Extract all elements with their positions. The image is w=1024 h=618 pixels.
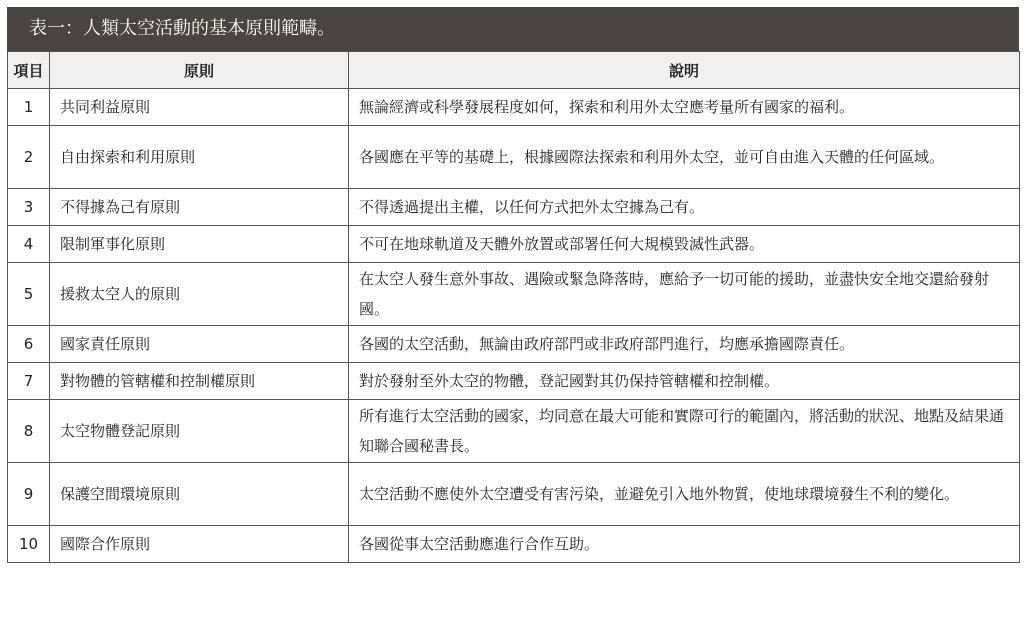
- row-number: 7: [8, 363, 50, 400]
- table-row: [8, 526, 1020, 563]
- table-header-row: [8, 52, 1020, 89]
- header-item: 項目: [8, 52, 50, 89]
- row-description: 太空活動不應使外太空遭受有害污染，並避免引入地外物質，使地球環境發生不利的變化。: [349, 463, 1020, 526]
- row-principle: 保護空間環境原則: [50, 463, 349, 526]
- row-principle: 對物體的管轄權和控制權原則: [50, 363, 349, 400]
- row-number: 5: [8, 263, 50, 326]
- row-principle: 限制軍事化原則: [50, 226, 349, 263]
- table-row: [8, 89, 1020, 126]
- row-principle: 國際合作原則: [50, 526, 349, 563]
- row-principle: 不得據為己有原則: [50, 189, 349, 226]
- row-number: 10: [8, 526, 50, 563]
- row-description: 所有進行太空活動的國家，均同意在最大可能和實際可行的範圍內，將活動的狀況、地點及結果通知聯合國秘書長。: [349, 400, 1020, 463]
- row-number: 2: [8, 126, 50, 189]
- table-row: [8, 126, 1020, 189]
- row-description: 不可在地球軌道及天體外放置或部署任何大規模毀滅性武器。: [349, 226, 1020, 263]
- table-row: [8, 363, 1020, 400]
- table-row: [8, 463, 1020, 526]
- row-description: 在太空人發生意外事故、遇險或緊急降落時，應給予一切可能的援助，並盡快安全地交還給發射國。: [349, 263, 1020, 326]
- row-number: 3: [8, 189, 50, 226]
- row-number: 6: [8, 326, 50, 363]
- table-row: [8, 189, 1020, 226]
- row-description: 各國應在平等的基礎上，根據國際法探索和利用外太空，並可自由進入天體的任何區域。: [349, 126, 1020, 189]
- table-row: [8, 263, 1020, 326]
- row-description: 對於發射至外太空的物體，登記國對其仍保持管轄權和控制權。: [349, 363, 1020, 400]
- table-row: [8, 326, 1020, 363]
- header-description: 說明: [349, 52, 1020, 89]
- row-description: 不得透過提出主權，以任何方式把外太空據為己有。: [349, 189, 1020, 226]
- row-principle: 援救太空人的原則: [50, 263, 349, 326]
- row-principle: 自由探索和利用原則: [50, 126, 349, 189]
- row-principle: 太空物體登記原則: [50, 400, 349, 463]
- row-number: 8: [8, 400, 50, 463]
- row-principle: 共同利益原則: [50, 89, 349, 126]
- table-row: [8, 226, 1020, 263]
- table-row: [8, 400, 1020, 463]
- row-principle: 國家責任原則: [50, 326, 349, 363]
- header-principle: 原則: [50, 52, 349, 89]
- row-number: 1: [8, 89, 50, 126]
- row-description: 無論經濟或科學發展程度如何，探索和利用外太空應考量所有國家的福利。: [349, 89, 1020, 126]
- row-number: 9: [8, 463, 50, 526]
- principles-table: [7, 51, 1020, 563]
- row-description: 各國從事太空活動應進行合作互助。: [349, 526, 1020, 563]
- table-title: 表一：人類太空活動的基本原則範疇。: [7, 7, 1019, 51]
- row-description: 各國的太空活動，無論由政府部門或非政府部門進行，均應承擔國際責任。: [349, 326, 1020, 363]
- row-number: 4: [8, 226, 50, 263]
- principles-table-container: [7, 7, 1019, 563]
